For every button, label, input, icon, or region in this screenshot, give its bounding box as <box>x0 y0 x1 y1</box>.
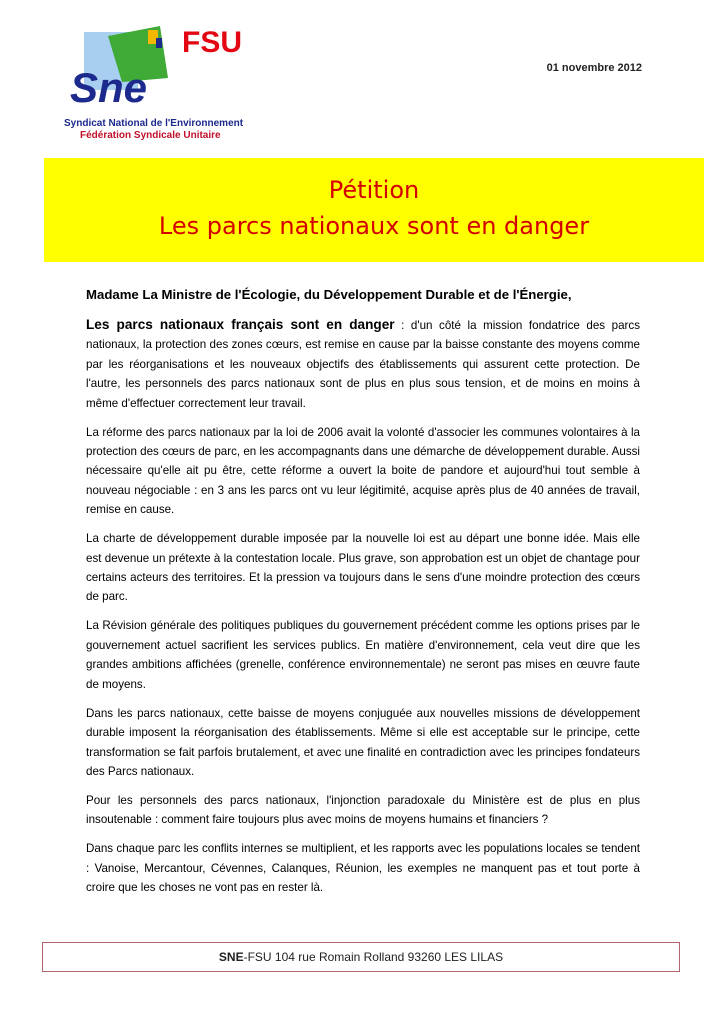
logo-graphic <box>64 22 274 118</box>
banner-title-line2: Les parcs nationaux sont en danger <box>158 212 590 240</box>
paragraph-5: Dans les parcs nationaux, cette baisse de moyens conjuguée aux nouvelles missions de développement durable imposent la réorganisation des établissements. Même si elle est acceptable sur le principe, cette transformation se fait parfois brutalement, et avec une finalité en contradiction avec les principes fondateurs des Parcs nationaux. <box>86 706 640 778</box>
footer-address-text: -FSU 104 rue Romain Rolland 93260 LES LILAS <box>243 950 504 964</box>
petition-body <box>86 284 640 907</box>
paragraph-2: La réforme des parcs nationaux par la loi de 2006 avait la volonté d'associer les communes volontaires à la protection des cœurs de parc, en les accompagnants dans une démarche de développement durable. Aussi nécessaire qu'elle ait pu être, cette réforme a ouvert la boite de pandore et aujourd'hui tout semble à nouveau négociable : en 3 ans les parcs ont vu leur légitimité, acquise après plus de 40 années de travail, remise en cause. <box>86 425 640 517</box>
document-date: 01 novembre 2012 <box>546 62 642 74</box>
paragraph-1 <box>86 315 640 413</box>
paragraph-3: La charte de développement durable imposée par la nouvelle loi est au départ une bonne idée. Mais elle est devenue un prétexte à la contestation locale. Plus grave, son approbation est un objet de chantage pour certains acteurs des territoires. Et la pression va toujours dans le sens d'une moindre protection des cœurs de parc. <box>86 532 640 604</box>
logo-sne-text: Sne <box>70 64 148 111</box>
logo-blue-mark <box>156 38 162 48</box>
logo-fsu-text: FSU <box>182 26 242 59</box>
footer-org: SNE <box>218 950 244 964</box>
salutation: Madame La Ministre de l'Écologie, du Développement Durable et de l'Énergie, <box>86 287 572 302</box>
paragraph-1-lead: Les parcs nationaux français sont en danger <box>86 317 395 332</box>
federation-name: Fédération Syndicale Unitaire <box>80 130 221 141</box>
paragraph-7: Dans chaque parc les conflits internes se multiplient, et les rapports avec les populations locales se tendent : Vanoise, Mercantour, Cévennes, Calanques, Réunion, les exemples ne manquent pas et tout porte à croire que les choses ne vont pas en rester là. <box>86 842 640 895</box>
banner-title-line1: Pétition <box>328 176 420 204</box>
paragraph-6: Pour les personnels des parcs nationaux, l'injonction paradoxale du Ministère est de plus en plus insoutenable : comment faire toujours plus avec moins de moyens humains et financiers ? <box>86 793 640 827</box>
org-name: Syndicat National de l'Environnement <box>64 118 244 129</box>
paragraph-4: La Révision générale des politiques publiques du gouvernement précédent comme les options prises par le gouvernement actuel sacrifient les services publics. En matière d'environnement, cela veut dire que les grandes ambitions affichées (grenelle, conférence environnementale) ne seront pas mises en œuvre faute de moyens. <box>86 619 640 691</box>
paragraph-1-text: : d'un côté la mission fondatrice des parcs nationaux, la protection des zones cœurs, est remise en cause par la baisse constante des moyens comme par les réorganisations et les nouveaux objectifs des établissements qui assurent cette protection. De l'autre, les personnels des parcs nationaux sont de plus en plus sous tension, et de moins en moins à même d'effectuer correctement leur travail. <box>86 319 640 410</box>
title-banner <box>44 158 704 262</box>
footer-address <box>42 942 680 972</box>
